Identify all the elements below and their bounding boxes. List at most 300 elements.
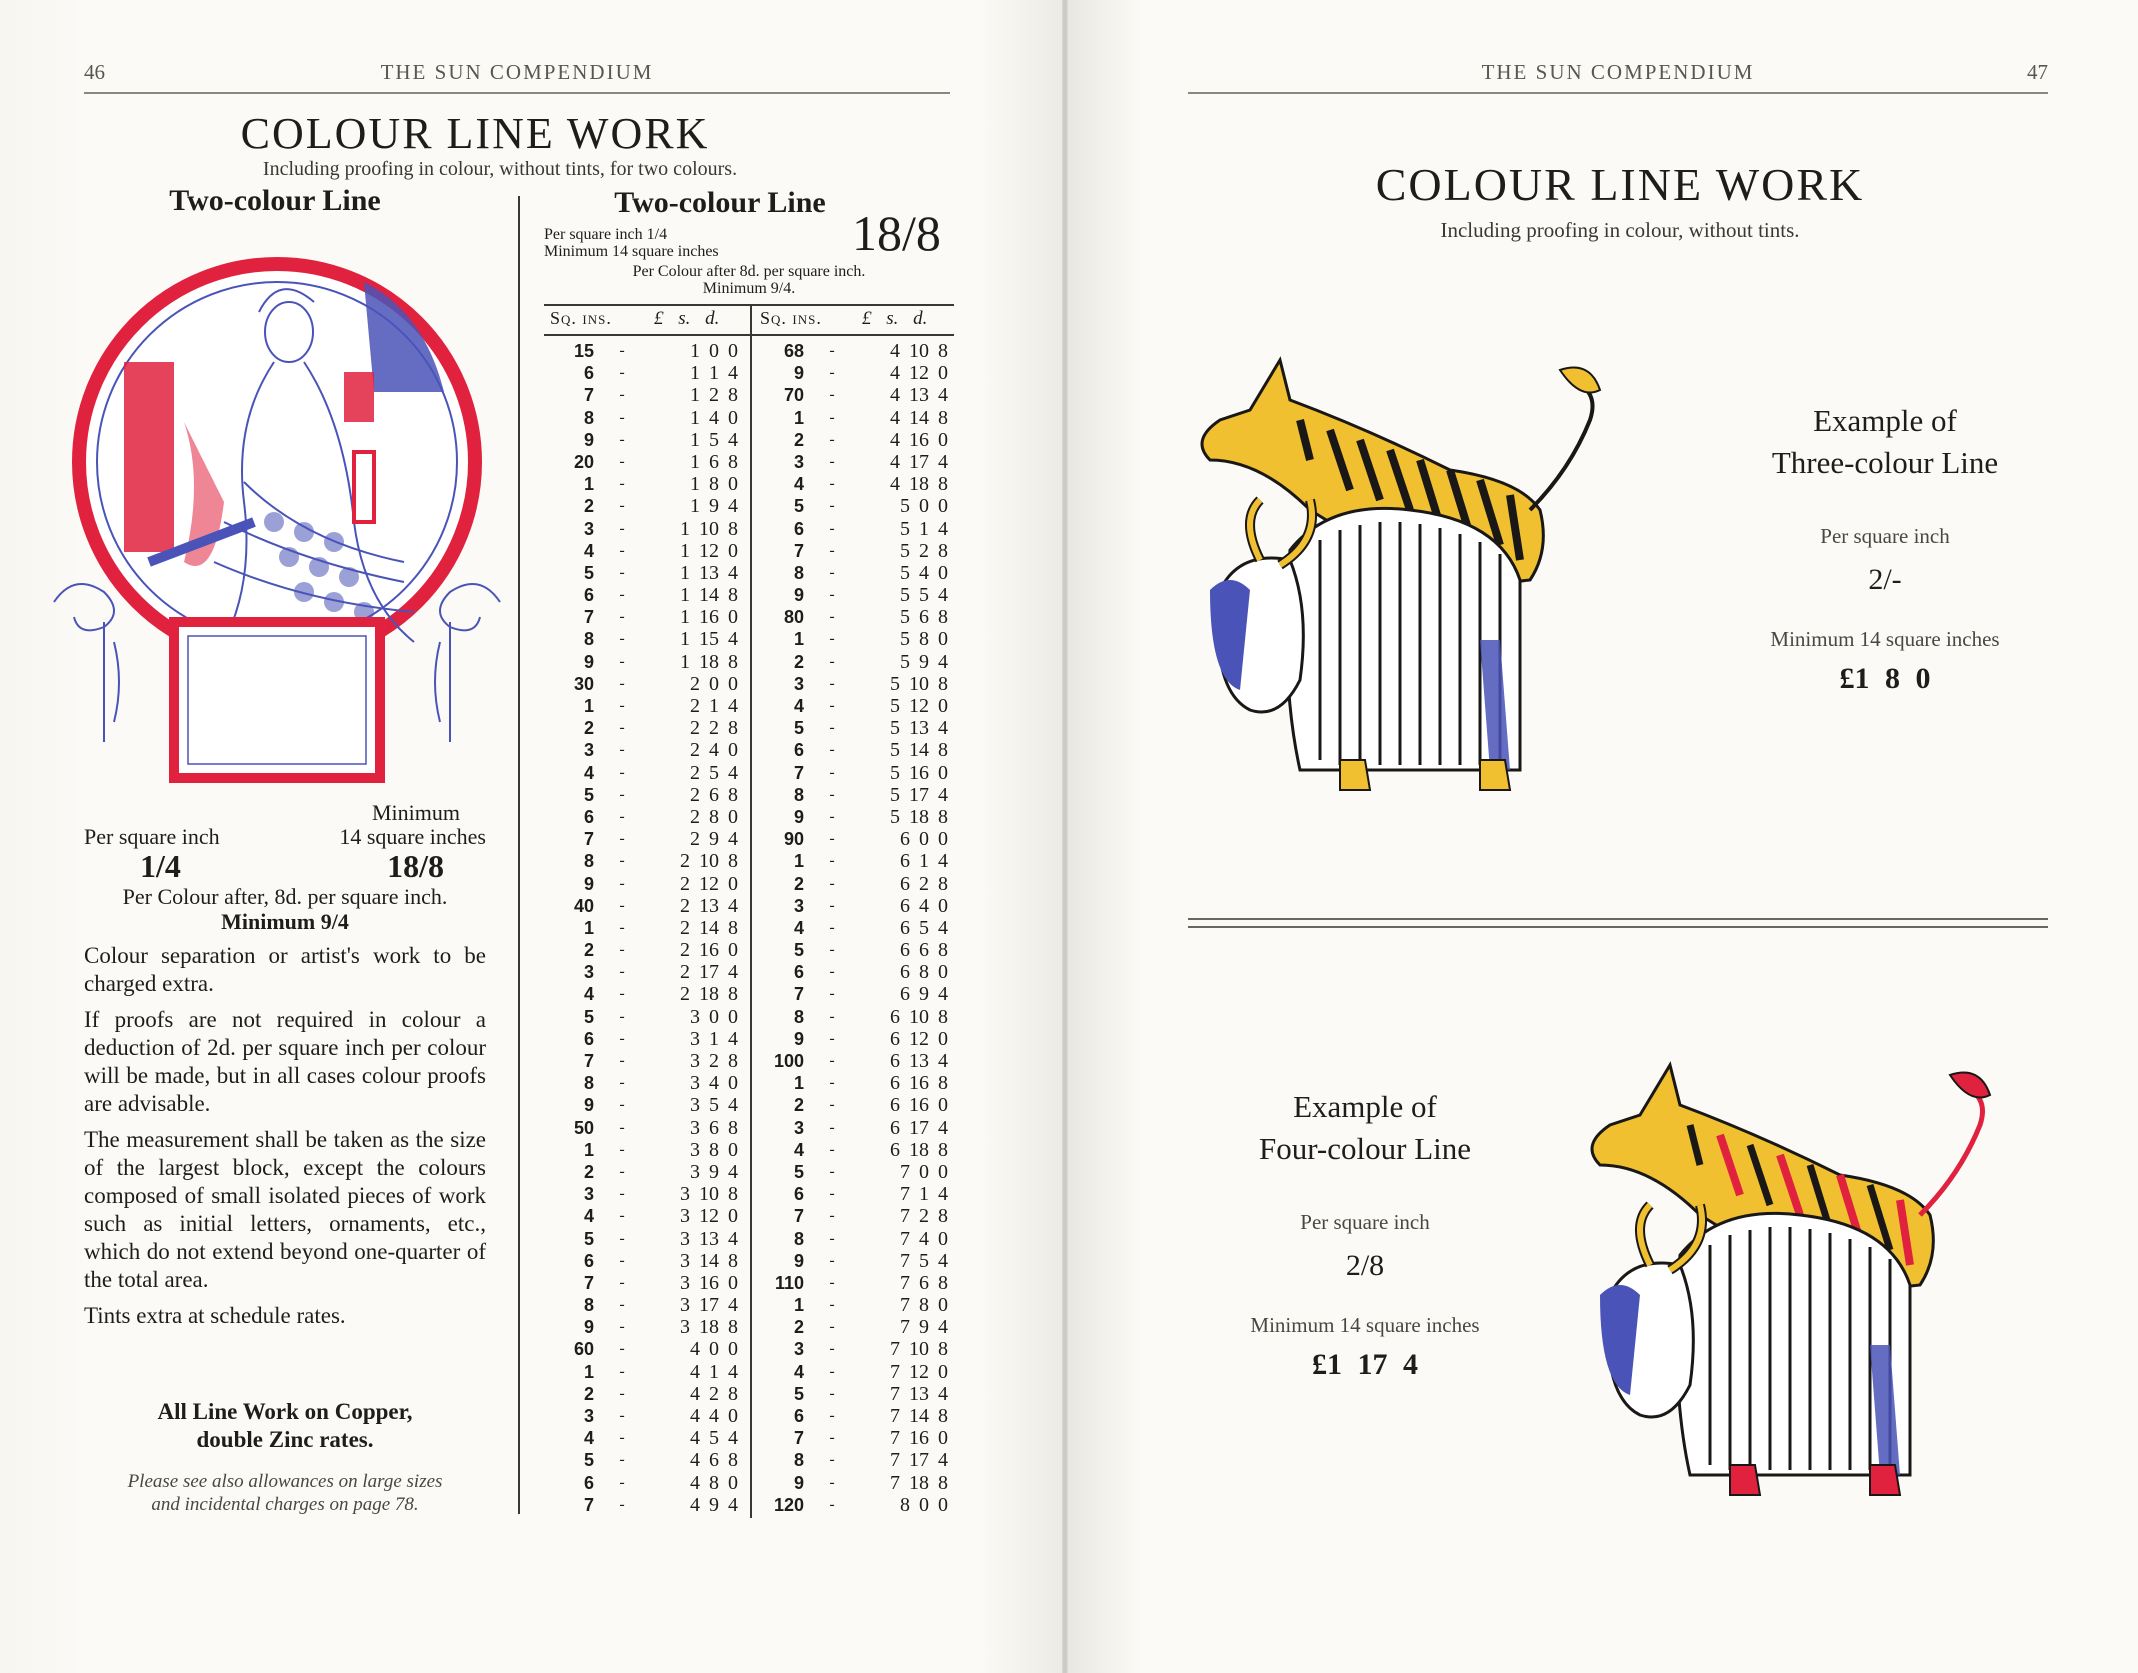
sq-ins-cell: 7 xyxy=(583,1494,594,1515)
table-row xyxy=(762,1250,962,1272)
price-cell: 5 18 8 xyxy=(890,805,948,828)
price-cell: 5 14 8 xyxy=(890,739,948,762)
row-dash: - xyxy=(619,1096,625,1114)
sq-ins-cell: 7 xyxy=(793,1428,804,1449)
row-dash: - xyxy=(829,430,835,448)
table-row xyxy=(552,628,752,650)
price-cell: 1 15 4 xyxy=(680,628,738,651)
sq-ins-cell: 8 xyxy=(793,1228,804,1249)
table-row xyxy=(552,407,752,429)
paragraph-colour-separation: Colour separation or artist's work to be charged extra. xyxy=(84,943,486,996)
table-row xyxy=(552,1205,752,1227)
table-row xyxy=(762,606,962,628)
table-row xyxy=(552,806,752,828)
price-cell: 4 10 8 xyxy=(890,340,948,362)
sq-ins-cell: 50 xyxy=(573,1117,594,1138)
price-cell: 5 8 0 xyxy=(900,628,948,651)
table-row xyxy=(762,983,962,1005)
sq-ins-cell: 40 xyxy=(573,895,594,916)
row-dash: - xyxy=(829,763,835,781)
sq-ins-cell: 90 xyxy=(783,829,804,850)
row-dash: - xyxy=(829,1185,835,1203)
price-cell: 4 2 8 xyxy=(690,1382,738,1405)
sq-ins-cell: 2 xyxy=(583,940,594,961)
sq-ins-cell: 6 xyxy=(583,1028,594,1049)
sq-ins-cell: 6 xyxy=(583,363,594,384)
sq-ins-cell: 5 xyxy=(793,1161,804,1182)
row-dash: - xyxy=(829,1029,835,1047)
price-cell: 2 12 0 xyxy=(680,872,738,895)
sq-ins-cell: 3 xyxy=(583,518,594,539)
row-dash: - xyxy=(619,1451,625,1469)
row-dash: - xyxy=(619,1318,625,1336)
sq-ins-cell: 4 xyxy=(583,984,594,1005)
three-colour-minimum-label: Minimum 14 square inches xyxy=(1770,627,2000,651)
rate-table-minimum: Minimum 14 square inches xyxy=(544,243,719,260)
paragraph-proofs: If proofs are not required in colour a deduction of 2d. per square inch per colour will be made, but in all cases colour proofs are advisable. xyxy=(84,1007,486,1116)
table-row xyxy=(762,518,962,540)
row-dash: - xyxy=(619,342,625,359)
sq-ins-cell: 7 xyxy=(583,829,594,850)
price-cell: 5 4 0 xyxy=(900,561,948,584)
price-cell: 1 16 0 xyxy=(680,606,738,629)
table-row xyxy=(762,1472,962,1494)
sq-ins-cell: 3 xyxy=(583,962,594,983)
four-colour-zebra-yak-illustration xyxy=(1580,1055,2030,1505)
table-row xyxy=(762,1383,962,1405)
table-row xyxy=(762,1205,962,1227)
sq-ins-cell: 9 xyxy=(583,1095,594,1116)
copper-note xyxy=(84,1398,486,1454)
table-row xyxy=(762,451,962,473)
sq-ins-cell: 4 xyxy=(793,1361,804,1382)
table-row xyxy=(762,1028,962,1050)
row-dash: - xyxy=(829,408,835,426)
price-cell: 7 6 8 xyxy=(900,1271,948,1294)
row-dash: - xyxy=(829,1162,835,1180)
price-cell: 6 17 4 xyxy=(890,1116,948,1139)
row-dash: - xyxy=(619,1340,625,1358)
price-cell: 6 10 8 xyxy=(890,1005,948,1028)
rate-table-heading: Two-colour Line xyxy=(614,186,826,219)
row-dash: - xyxy=(619,630,625,648)
row-dash: - xyxy=(829,519,835,537)
per-colour-line-2: Minimum 9/4 xyxy=(221,909,349,934)
table-row xyxy=(762,1272,962,1294)
table-row xyxy=(552,495,752,517)
row-dash: - xyxy=(829,608,835,626)
table-row xyxy=(762,895,962,917)
price-cell: 7 13 4 xyxy=(890,1382,948,1405)
table-row xyxy=(552,540,752,562)
row-dash: - xyxy=(829,563,835,581)
row-dash: - xyxy=(619,918,625,936)
left-lsd-header: £ s. d. xyxy=(654,308,720,329)
row-dash: - xyxy=(619,1296,625,1314)
row-dash: - xyxy=(619,1007,625,1025)
table-row xyxy=(552,1139,752,1161)
table-row xyxy=(552,1161,752,1183)
price-cell: 4 13 4 xyxy=(890,384,948,407)
table-row xyxy=(552,451,752,473)
table-row xyxy=(552,850,752,872)
price-cell: 4 16 0 xyxy=(890,428,948,451)
row-dash: - xyxy=(829,830,835,848)
right-running-head xyxy=(1188,60,2048,94)
row-dash: - xyxy=(619,1495,625,1513)
three-colour-zebra-yak-illustration xyxy=(1190,350,1640,800)
price-cell: 1 9 4 xyxy=(690,495,738,518)
per-colour-line-1: Per Colour after, 8d. per square inch. xyxy=(122,884,448,909)
copper-line-1: All Line Work on Copper, xyxy=(157,1399,413,1424)
four-colour-title-2: Four-colour Line xyxy=(1258,1131,1472,1166)
sq-ins-cell: 9 xyxy=(583,1317,594,1338)
price-cell: 6 8 0 xyxy=(900,961,948,984)
price-cell: 4 17 4 xyxy=(890,450,948,473)
sq-ins-cell: 9 xyxy=(793,806,804,827)
table-row xyxy=(762,1228,962,1250)
sq-ins-cell: 6 xyxy=(583,1250,594,1271)
table-row xyxy=(552,1250,752,1272)
table-row xyxy=(552,1472,752,1494)
table-row xyxy=(762,1494,962,1516)
table-row xyxy=(762,917,962,939)
price-cell: 1 14 8 xyxy=(680,584,738,607)
sq-ins-cell: 5 xyxy=(583,562,594,583)
sq-ins-cell: 6 xyxy=(583,806,594,827)
four-colour-minimum-value: £1 17 4 xyxy=(1312,1348,1418,1381)
sq-ins-cell: 9 xyxy=(793,363,804,384)
row-dash: - xyxy=(829,985,835,1003)
four-colour-per-inch-value: 2/8 xyxy=(1345,1249,1385,1282)
row-dash: - xyxy=(829,1473,835,1491)
row-dash: - xyxy=(829,674,835,692)
table-row xyxy=(762,562,962,584)
sq-ins-cell: 8 xyxy=(583,851,594,872)
price-cell: 5 10 8 xyxy=(890,672,948,695)
sq-ins-cell: 4 xyxy=(793,474,804,495)
price-cell: 3 4 0 xyxy=(690,1072,738,1095)
price-cell: 2 0 0 xyxy=(690,672,738,695)
table-row xyxy=(762,850,962,872)
sq-ins-cell: 7 xyxy=(583,1272,594,1293)
table-row xyxy=(552,739,752,761)
price-cell: 5 6 8 xyxy=(900,606,948,629)
price-cell: 2 2 8 xyxy=(690,717,738,740)
sq-ins-cell: 3 xyxy=(793,1339,804,1360)
price-cell: 2 13 4 xyxy=(680,894,738,917)
row-dash: - xyxy=(829,630,835,648)
price-cell: 5 0 0 xyxy=(900,495,948,518)
price-cell: 6 0 0 xyxy=(900,828,948,851)
sq-ins-cell: 2 xyxy=(583,1161,594,1182)
row-dash: - xyxy=(619,586,625,604)
row-dash: - xyxy=(619,1140,625,1158)
sq-ins-cell: 15 xyxy=(573,341,594,361)
price-cell: 5 2 8 xyxy=(900,539,948,562)
row-dash: - xyxy=(829,1407,835,1424)
row-dash: - xyxy=(829,475,835,493)
sq-ins-cell: 7 xyxy=(583,385,594,406)
table-row xyxy=(762,939,962,961)
price-cell: 7 1 4 xyxy=(900,1183,948,1206)
sq-ins-cell: 1 xyxy=(583,1139,594,1160)
sq-ins-cell: 5 xyxy=(583,1228,594,1249)
price-cell: 3 6 8 xyxy=(690,1116,738,1139)
sq-ins-cell: 4 xyxy=(583,540,594,561)
price-cell: 1 8 0 xyxy=(690,473,738,496)
table-row xyxy=(762,651,962,673)
table-row xyxy=(552,1228,752,1250)
price-cell: 3 0 0 xyxy=(690,1005,738,1028)
row-dash: - xyxy=(829,1096,835,1114)
sq-ins-cell: 9 xyxy=(793,1028,804,1049)
row-dash: - xyxy=(829,807,835,825)
table-row xyxy=(762,961,962,983)
table-row xyxy=(552,562,752,584)
table-row xyxy=(552,473,752,495)
right-lsd-header: £ s. d. xyxy=(862,308,928,329)
row-dash: - xyxy=(619,1384,625,1402)
row-dash: - xyxy=(829,1251,835,1269)
table-row xyxy=(552,895,752,917)
row-dash: - xyxy=(619,563,625,581)
row-dash: - xyxy=(829,386,835,404)
sq-ins-cell: 8 xyxy=(583,407,594,428)
table-row xyxy=(762,1006,962,1028)
row-dash: - xyxy=(619,1074,625,1092)
row-dash: - xyxy=(619,408,625,426)
row-dash: - xyxy=(619,652,625,670)
row-dash: - xyxy=(829,1451,835,1469)
row-dash: - xyxy=(829,1429,835,1447)
price-cell: 2 4 0 xyxy=(690,739,738,762)
row-dash: - xyxy=(619,475,625,493)
row-dash: - xyxy=(619,1162,625,1180)
sq-ins-cell: 6 xyxy=(793,1184,804,1205)
row-dash: - xyxy=(829,1140,835,1158)
sq-ins-cell: 5 xyxy=(583,1006,594,1027)
row-dash: - xyxy=(829,497,835,515)
table-row xyxy=(552,1072,752,1094)
price-cell: 2 6 8 xyxy=(690,783,738,806)
sq-ins-cell: 6 xyxy=(793,518,804,539)
three-colour-title-2: Three-colour Line xyxy=(1771,445,1999,480)
minimum-label: Minimum xyxy=(371,800,460,825)
table-row xyxy=(762,806,962,828)
price-cell: 3 14 8 xyxy=(680,1249,738,1272)
price-cell: 4 14 8 xyxy=(890,406,948,429)
table-row xyxy=(552,651,752,673)
price-cell: 1 12 0 xyxy=(680,539,738,562)
row-dash: - xyxy=(829,1207,835,1225)
sq-ins-cell: 3 xyxy=(583,1184,594,1205)
row-dash: - xyxy=(619,1429,625,1447)
row-dash: - xyxy=(619,430,625,448)
table-row xyxy=(762,1094,962,1116)
price-cell: 3 5 4 xyxy=(690,1094,738,1117)
left-sq-header: Sq. ins. xyxy=(550,308,612,328)
price-cell: 7 14 8 xyxy=(890,1405,948,1427)
row-dash: - xyxy=(829,941,835,959)
table-row xyxy=(762,429,962,451)
sq-ins-cell: 7 xyxy=(583,1051,594,1071)
two-colour-price-row xyxy=(84,800,486,884)
row-dash: - xyxy=(829,874,835,892)
price-cell: 4 4 0 xyxy=(690,1405,738,1427)
price-cell: 7 2 8 xyxy=(900,1205,948,1228)
section-divider xyxy=(1188,918,2048,928)
sq-ins-cell: 5 xyxy=(583,784,594,805)
sq-ins-cell: 3 xyxy=(793,1117,804,1138)
table-row xyxy=(552,1449,752,1471)
right-head-rule xyxy=(1188,92,2048,94)
row-dash: - xyxy=(619,1052,625,1069)
table-header-rule xyxy=(544,334,954,336)
table-row xyxy=(762,540,962,562)
sq-ins-cell: 1 xyxy=(793,629,804,650)
price-cell: 4 5 4 xyxy=(690,1427,738,1450)
price-cell: 5 5 4 xyxy=(900,584,948,607)
allowances-note xyxy=(84,1470,486,1516)
row-dash: - xyxy=(619,1473,625,1491)
price-cell: 2 5 4 xyxy=(690,761,738,784)
row-dash: - xyxy=(619,386,625,404)
right-running-title: THE SUN COMPENDIUM xyxy=(1481,60,1755,84)
table-row xyxy=(762,1161,962,1183)
sq-ins-cell: 5 xyxy=(583,1450,594,1471)
row-dash: - xyxy=(619,852,625,870)
sq-ins-cell: 4 xyxy=(583,1428,594,1449)
note-line-2: and incidental charges on page 78. xyxy=(151,1494,419,1515)
sq-ins-cell: 1 xyxy=(793,407,804,428)
sq-ins-cell: 2 xyxy=(793,651,804,672)
price-cell: 4 12 0 xyxy=(890,362,948,385)
per-square-inch-label: Per square inch xyxy=(84,824,220,849)
three-colour-minimum-value: £1 8 0 xyxy=(1839,662,1931,695)
table-row xyxy=(552,1183,752,1205)
table-row xyxy=(762,1405,962,1427)
left-running-head xyxy=(84,60,950,94)
sq-ins-cell: 8 xyxy=(793,1006,804,1027)
row-dash: - xyxy=(829,1074,835,1092)
sq-ins-cell: 7 xyxy=(793,984,804,1005)
table-row xyxy=(762,584,962,606)
table-row xyxy=(552,1405,752,1427)
price-cell: 6 9 4 xyxy=(900,983,948,1006)
table-row xyxy=(762,784,962,806)
price-cell: 7 10 8 xyxy=(890,1338,948,1361)
sq-ins-cell: 3 xyxy=(793,673,804,694)
sq-ins-cell: 1 xyxy=(793,851,804,872)
right-page-number: 47 xyxy=(2027,60,2048,84)
table-row xyxy=(552,429,752,451)
rate-table-minimum-price: 18/8 xyxy=(852,205,941,261)
price-cell: 1 2 8 xyxy=(690,384,738,407)
price-cell: 1 4 0 xyxy=(690,406,738,429)
price-cell: 5 13 4 xyxy=(890,717,948,740)
sq-ins-cell: 3 xyxy=(583,740,594,761)
terms-text xyxy=(84,942,486,1338)
row-dash: - xyxy=(829,1273,835,1291)
price-cell: 1 6 8 xyxy=(690,450,738,473)
table-row xyxy=(552,917,752,939)
table-row xyxy=(762,473,962,495)
rate-table-left-column xyxy=(552,340,752,1516)
table-row xyxy=(762,1050,962,1072)
table-row xyxy=(762,1117,962,1139)
price-cell: 2 16 0 xyxy=(680,939,738,962)
right-page-title: COLOUR LINE WORK xyxy=(1375,159,1865,210)
table-row xyxy=(762,1139,962,1161)
table-row xyxy=(552,983,752,1005)
row-dash: - xyxy=(829,918,835,936)
table-row xyxy=(552,1361,752,1383)
sq-ins-cell: 2 xyxy=(793,429,804,450)
left-head-rule xyxy=(84,92,950,94)
sq-ins-cell: 110 xyxy=(774,1272,804,1293)
price-cell: 6 18 8 xyxy=(890,1138,948,1161)
price-cell: 1 0 0 xyxy=(690,340,738,362)
price-cell: 7 16 0 xyxy=(890,1427,948,1450)
two-colour-line-heading: Two-colour Line xyxy=(169,184,381,217)
per-square-inch-value: 1/4 xyxy=(140,848,181,884)
four-colour-example xyxy=(1200,1086,1530,1382)
sq-ins-cell: 9 xyxy=(583,429,594,450)
sq-ins-cell: 1 xyxy=(583,917,594,938)
left-running-title: THE SUN COMPENDIUM xyxy=(380,60,654,84)
row-dash: - xyxy=(619,1362,625,1380)
row-dash: - xyxy=(829,1318,835,1336)
table-row xyxy=(762,384,962,406)
right-page-subtitle: Including proofing in colour, without tints. xyxy=(1440,218,1800,242)
sq-ins-cell: 4 xyxy=(793,696,804,716)
table-row xyxy=(762,1316,962,1338)
price-cell: 1 1 4 xyxy=(690,362,738,385)
price-cell: 7 5 4 xyxy=(900,1249,948,1272)
row-dash: - xyxy=(619,1029,625,1047)
row-dash: - xyxy=(619,674,625,692)
table-row xyxy=(552,1338,752,1360)
price-cell: 4 1 4 xyxy=(690,1360,738,1383)
table-row xyxy=(552,1427,752,1449)
sq-ins-cell: 8 xyxy=(793,784,804,805)
price-cell: 7 9 4 xyxy=(900,1316,948,1339)
sq-ins-cell: 5 xyxy=(793,1383,804,1404)
table-row xyxy=(552,762,752,784)
sq-ins-cell: 4 xyxy=(583,1206,594,1227)
row-dash: - xyxy=(619,741,625,759)
sq-ins-cell: 3 xyxy=(793,895,804,916)
table-row xyxy=(762,762,962,784)
sq-ins-cell: 6 xyxy=(793,1406,804,1426)
sq-ins-cell: 1 xyxy=(583,474,594,495)
price-cell: 6 13 4 xyxy=(890,1050,948,1072)
table-row xyxy=(552,518,752,540)
three-colour-example xyxy=(1720,400,2050,696)
price-cell: 3 16 0 xyxy=(680,1271,738,1294)
table-row xyxy=(762,1294,962,1316)
sq-ins-cell: 2 xyxy=(583,1383,594,1404)
price-cell: 6 12 0 xyxy=(890,1027,948,1050)
price-cell: 6 5 4 xyxy=(900,916,948,939)
row-dash: - xyxy=(619,364,625,382)
three-colour-per-inch-value: 2/- xyxy=(1868,563,1902,596)
left-page-title: COLOUR LINE WORK xyxy=(240,109,710,158)
table-top-rule xyxy=(544,304,954,306)
row-dash: - xyxy=(829,1052,835,1069)
row-dash: - xyxy=(829,963,835,981)
